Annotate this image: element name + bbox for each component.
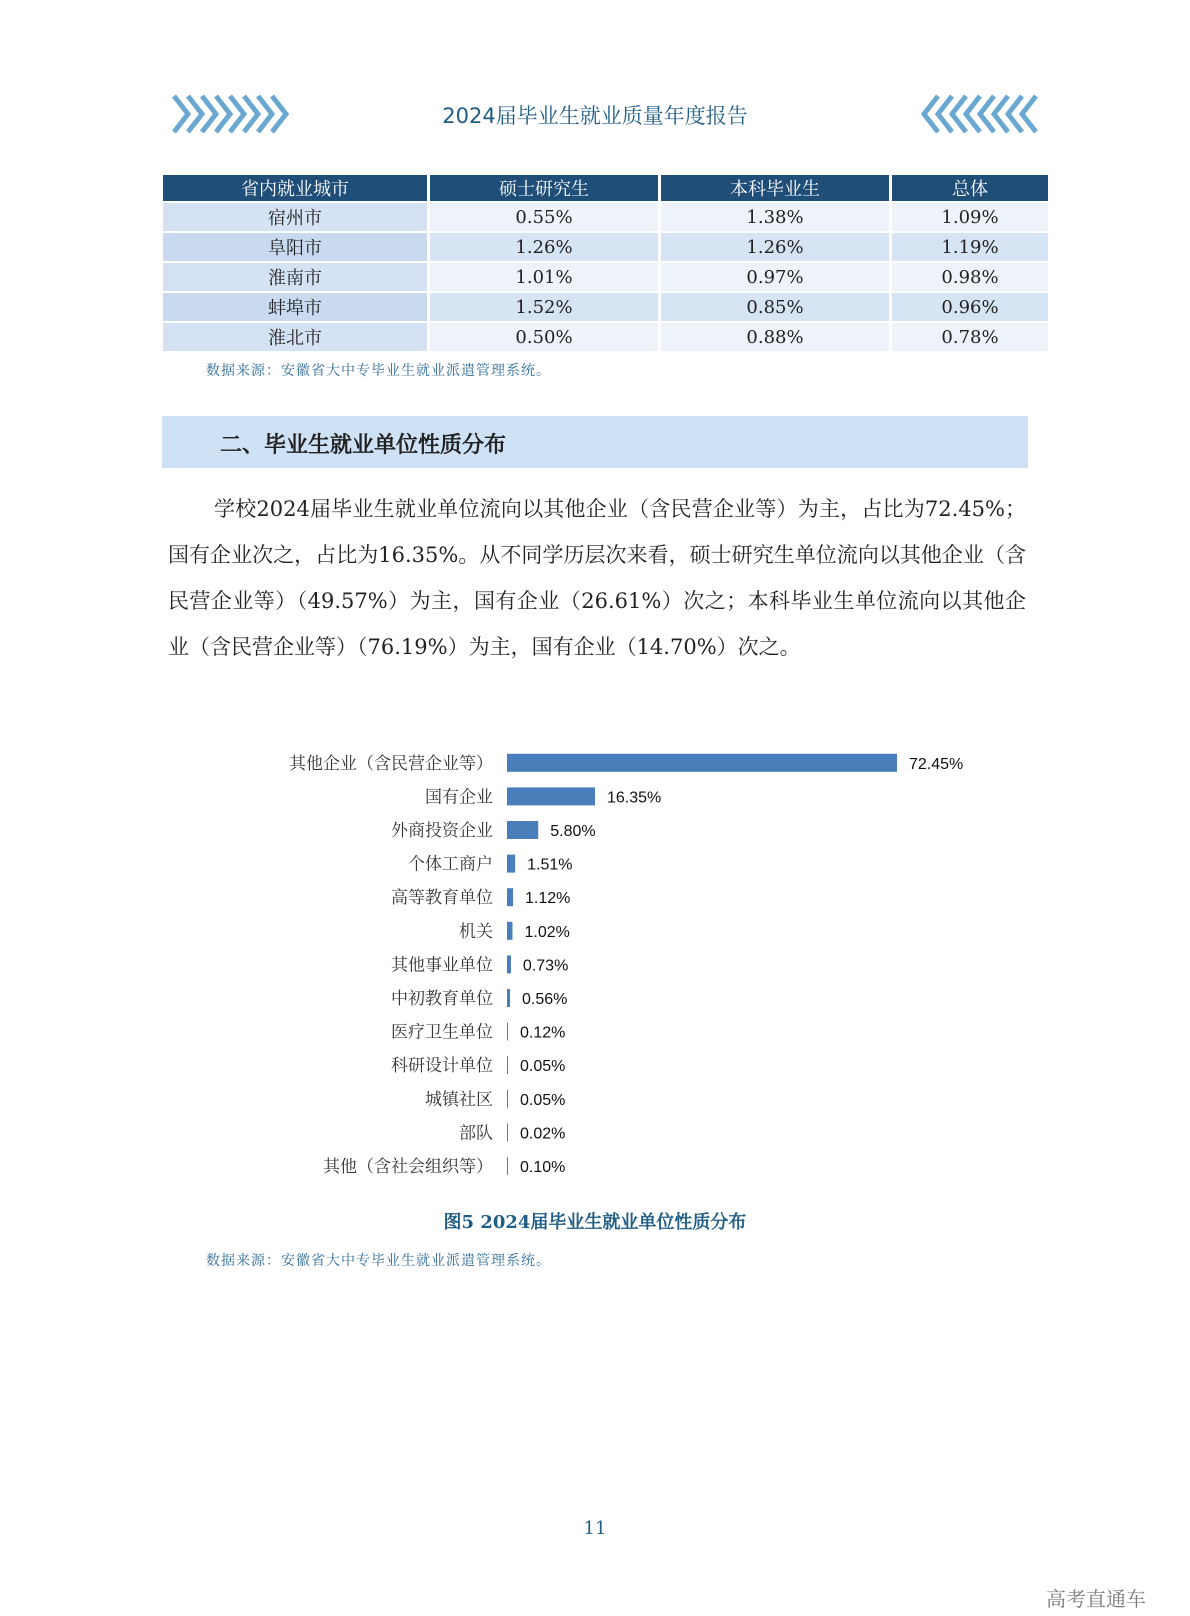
- city-cell: 阜阳市: [163, 233, 427, 261]
- table-cell: 0.88%: [661, 323, 889, 351]
- table-cell: 0.96%: [892, 293, 1048, 321]
- bar: [507, 1123, 508, 1141]
- category-label: 其他事业单位: [391, 955, 493, 976]
- category-label: 外商投资企业: [391, 821, 493, 841]
- table-cell: 0.78%: [892, 323, 1048, 351]
- city-cell: 淮南市: [163, 263, 427, 291]
- bar: [507, 1056, 508, 1074]
- table-cell: 1.09%: [892, 203, 1048, 231]
- city-employment-table: [160, 173, 1051, 353]
- bar: [507, 922, 512, 940]
- employer-type-bar-chart: [0, 742, 1190, 1182]
- report-header: [0, 92, 1190, 142]
- table-cell: 0.97%: [661, 263, 889, 291]
- category-label: 部队: [459, 1123, 493, 1144]
- city-cell: 淮北市: [163, 323, 427, 351]
- value-label: 0.10%: [520, 1159, 566, 1176]
- table-row: [163, 203, 1048, 231]
- category-label: 其他（含社会组织等）: [323, 1157, 493, 1177]
- table-cell: 1.38%: [661, 203, 889, 231]
- value-label: 5.80%: [550, 823, 596, 840]
- watermark-text: 高考直通车: [1046, 1587, 1146, 1611]
- category-label: 中初教育单位: [391, 989, 493, 1009]
- category-label: 高等教育单位: [391, 888, 493, 909]
- bar: [507, 821, 538, 839]
- page-number: 11: [583, 1518, 607, 1539]
- value-label: 1.02%: [524, 923, 570, 941]
- column-header: 本科毕业生: [661, 175, 889, 201]
- figure-source-note: 数据来源：安徽省大中专毕业生就业派遣管理系统。: [206, 1253, 551, 1269]
- category-label: 机关: [459, 921, 493, 942]
- category-label: 科研设计单位: [391, 1056, 493, 1077]
- category-label: 城镇社区: [425, 1089, 493, 1110]
- city-cell: 蚌埠市: [163, 293, 427, 321]
- column-header: 总体: [892, 175, 1048, 201]
- category-label: 个体工商户: [408, 854, 493, 875]
- table-cell: 0.50%: [430, 323, 658, 351]
- column-header: 省内就业城市: [163, 175, 427, 201]
- value-label: 0.05%: [520, 1058, 566, 1076]
- table-row: [163, 293, 1048, 321]
- chevron-left-icon: [912, 92, 1040, 136]
- value-label: 1.51%: [527, 856, 573, 874]
- table-source-note: 数据来源：安徽省大中专毕业生就业派遣管理系统。: [206, 363, 551, 379]
- table-row: [163, 233, 1048, 261]
- category-label: 医疗卫生单位: [391, 1022, 493, 1043]
- category-label: 其他企业（含民营企业等）: [289, 753, 493, 774]
- table-cell: 0.85%: [661, 293, 889, 321]
- table-header-row: [163, 175, 1048, 201]
- body-paragraph: 学校2024届毕业生就业单位流向以其他企业（含民营企业等）为主，占比为72.45%；国有企业次之，占比为16.35%。从不同学历层次来看，硕士研究生单位流向以其他企业（含民营企业等）（49.57%）为主，国有企业（26.61%）次之；本科毕业生单位流向以其他企业（含民营企业等）（76.19%）为主，国有企业（14.70%）次之。: [168, 497, 1026, 659]
- bar: [507, 754, 897, 772]
- value-label: 72.45%: [909, 755, 964, 773]
- table-cell: 1.01%: [430, 263, 658, 291]
- value-label: 1.12%: [525, 890, 571, 908]
- table-cell: 0.55%: [430, 203, 658, 231]
- bar: [507, 888, 513, 906]
- table-cell: 1.26%: [430, 233, 658, 261]
- city-cell: 宿州市: [163, 203, 427, 231]
- table-cell: 0.98%: [892, 263, 1048, 291]
- table-cell: 1.52%: [430, 293, 658, 321]
- column-header: 硕士研究生: [430, 175, 658, 201]
- category-label: 国有企业: [425, 787, 493, 808]
- value-label: 0.56%: [522, 991, 568, 1008]
- value-label: 0.12%: [520, 1024, 566, 1042]
- bar: [507, 855, 515, 873]
- table-cell: 1.26%: [661, 233, 889, 261]
- value-label: 16.35%: [607, 789, 662, 807]
- bar: [507, 955, 511, 973]
- bar: [507, 1157, 508, 1175]
- bar: [507, 989, 510, 1007]
- bar: [507, 1090, 508, 1108]
- section-title: 二、毕业生就业单位性质分布: [220, 433, 507, 458]
- value-label: 0.02%: [520, 1125, 566, 1143]
- table-row: [163, 263, 1048, 291]
- bar: [507, 787, 595, 805]
- table-row: [163, 323, 1048, 351]
- report-title: 2024届毕业生就业质量年度报告: [442, 104, 748, 128]
- figure-caption: 图5 2024届毕业生就业单位性质分布: [443, 1212, 747, 1233]
- section-heading-bar: [162, 416, 1028, 468]
- bar: [507, 1023, 508, 1041]
- value-label: 0.05%: [520, 1091, 566, 1109]
- value-label: 0.73%: [522, 957, 569, 975]
- table-cell: 1.19%: [892, 233, 1048, 261]
